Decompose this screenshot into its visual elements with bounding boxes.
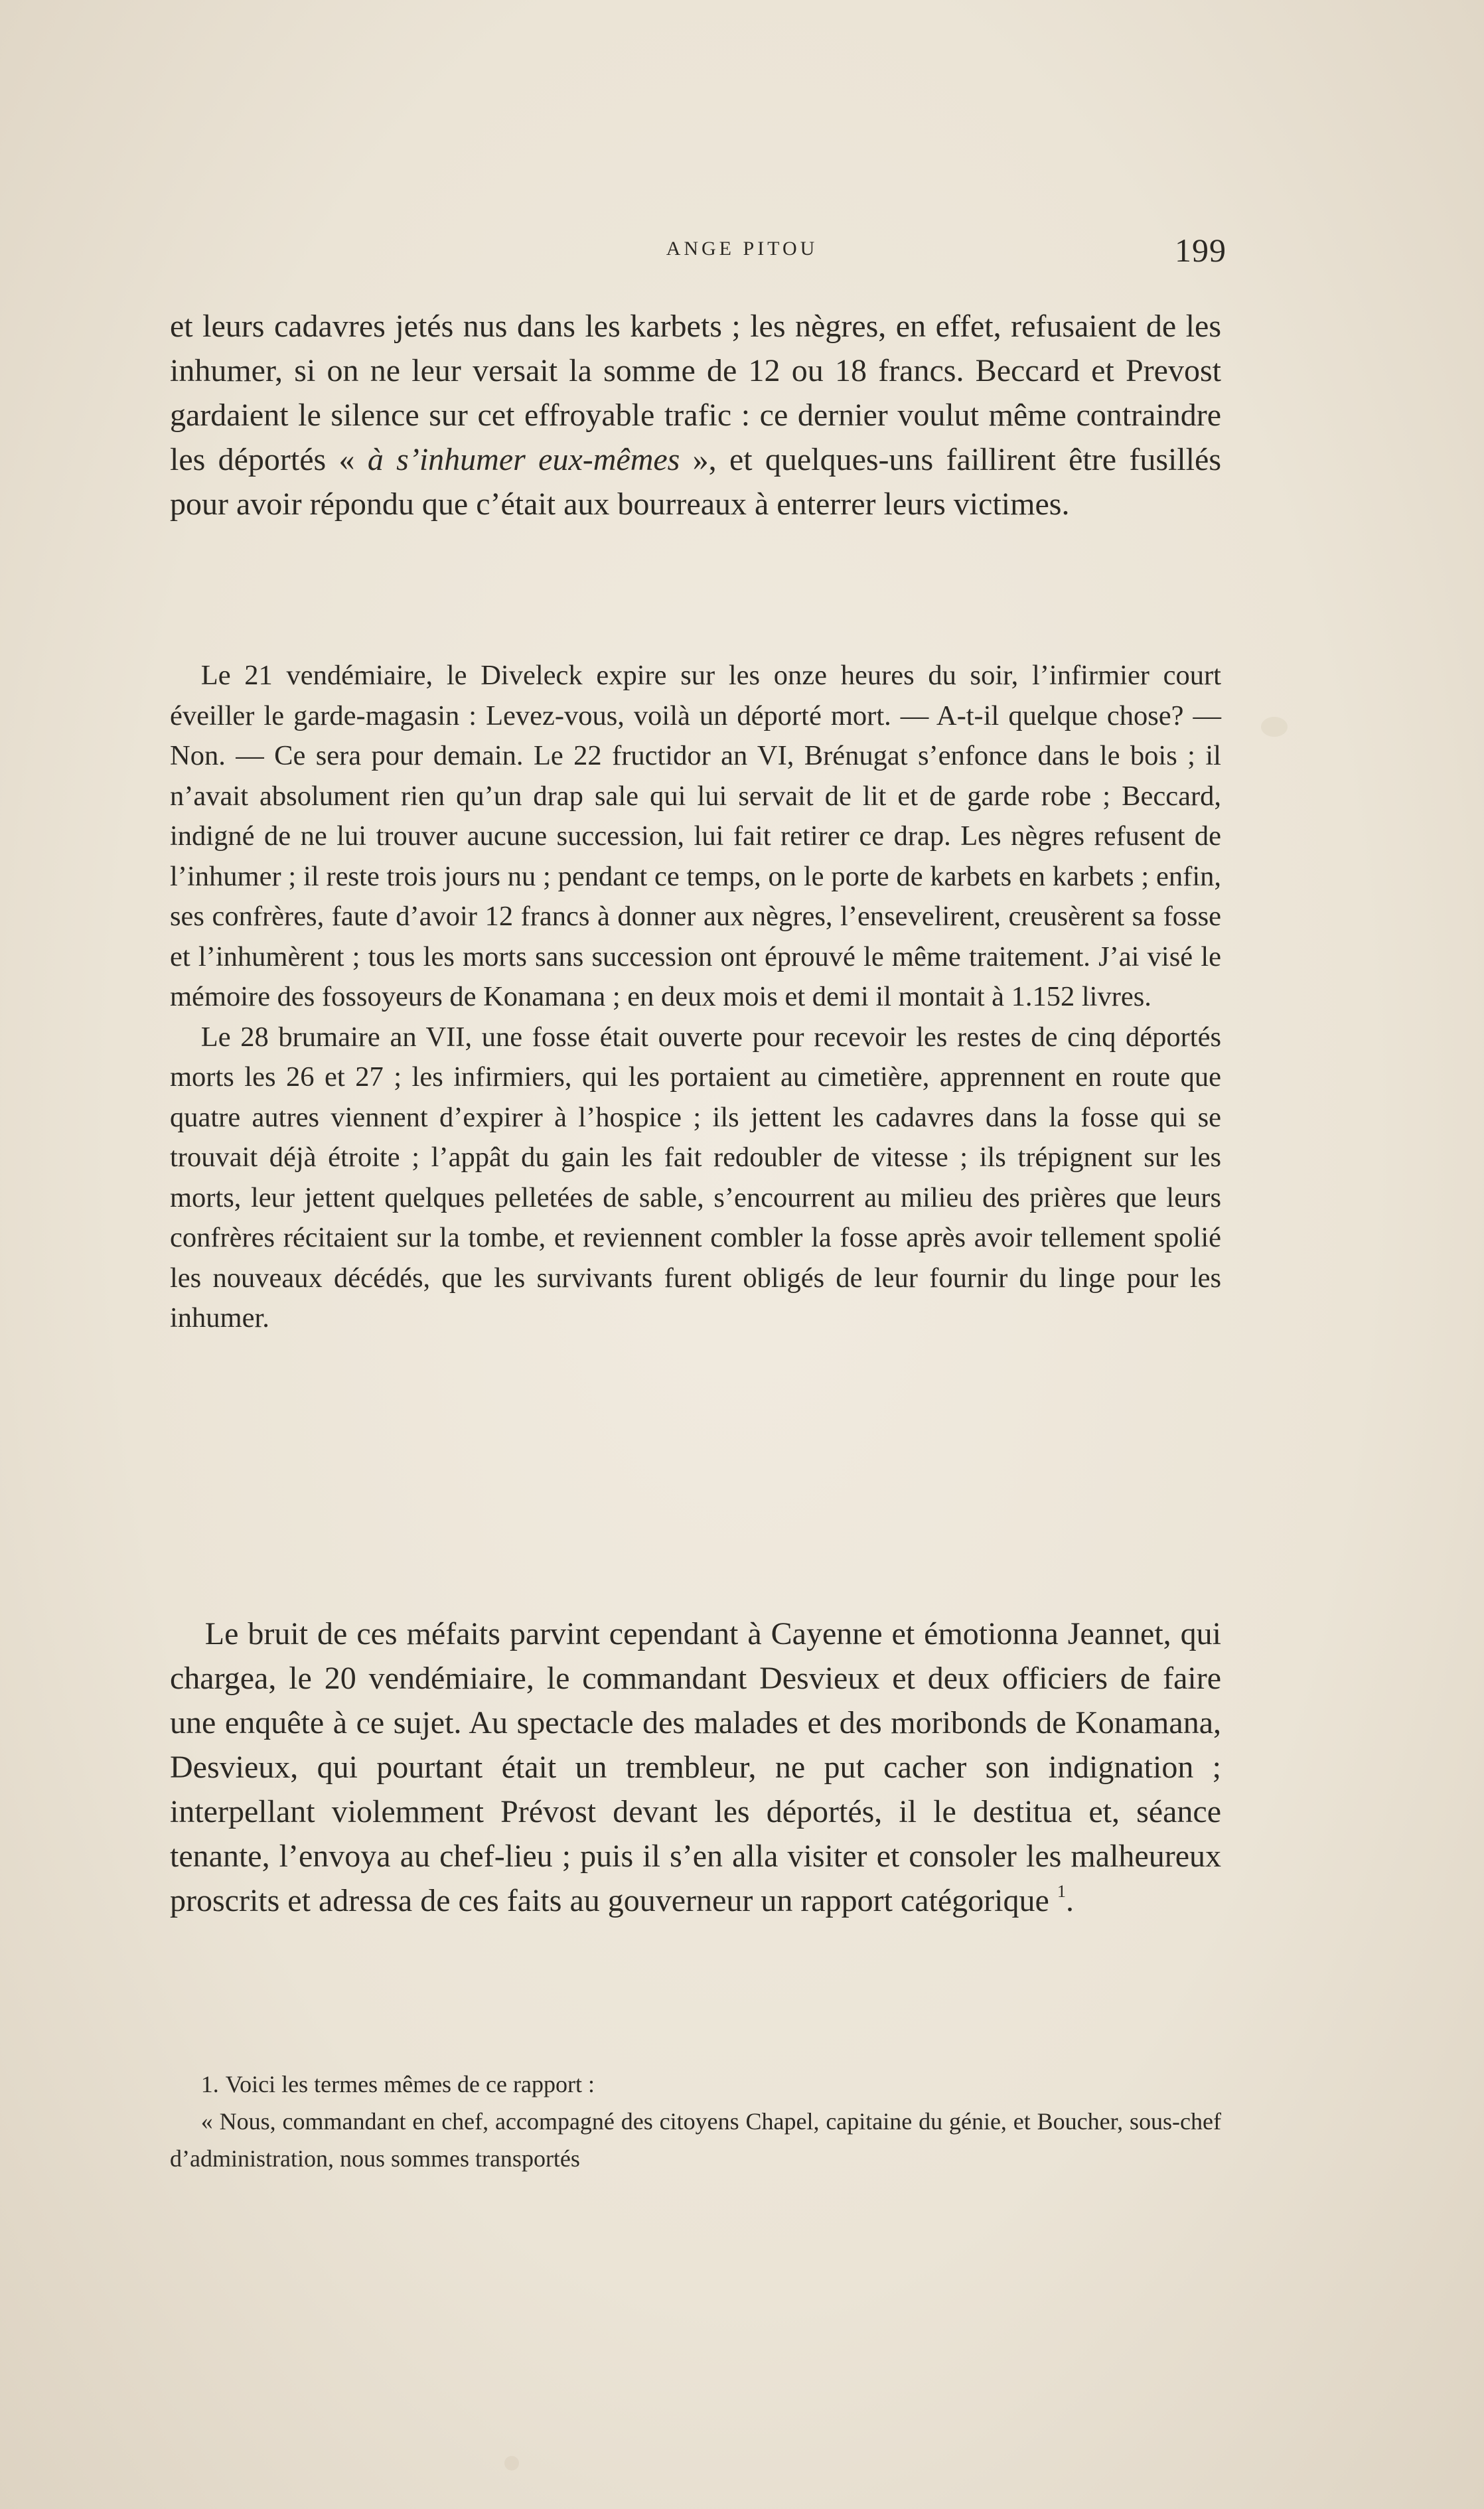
text-run: Le bruit de ces méfaits parvint cependant à Cayenne et émotionna Jeannet, qui chargea, le 20 vendémiaire, le commandant Desvieux et deux officiers de faire une enquête à ce sujet. Au spectacle des malades et des moribonds de Konamana, Desvieux, qui pourtant était un trembleur, ne put cacher son indignation ; interpellant violemment Prévost devant les déportés, il le destitua et, séance tenante, l’envoya au chef-lieu ; puis il s’en alla visiter et consoler les malheureux proscrits et adressa de ces faits au gouverneur un rapport catégorique bbox=[170, 1616, 1221, 1918]
paragraph bbox=[170, 304, 1221, 526]
text-run: », et quelques-uns faillirent être fusillés pour avoir répondu que c’était aux bourreaux à enterrer leurs victimes. bbox=[170, 442, 1222, 522]
paper-stain bbox=[1261, 717, 1288, 737]
block-quotation bbox=[170, 656, 1221, 1339]
footnote-text: Voici les termes mêmes de ce rapport : bbox=[225, 2071, 595, 2097]
body-text-bottom bbox=[170, 1612, 1221, 1923]
paragraph bbox=[170, 1612, 1221, 1923]
paper-stain bbox=[504, 2456, 519, 2471]
footnote-reference: 1 bbox=[1057, 1880, 1067, 1901]
running-head bbox=[0, 232, 1484, 271]
quotation-paragraph: Le 21 vendémiaire, le Diveleck expire sur les onze heures du soir, l’infirmier court éveiller le garde-magasin : Levez-vous, voilà un déporté mort. — A-t-il quelque chose? — Non. — Ce sera pour demain. Le 22 fructidor an VI, Brénugat s’enfonce dans le bois ; il n’avait absolument rien qu’un drap sale qui lui servait de lit et de garde robe ; Beccard, indigné de ne lui trouver aucune succession, lui fait retirer ce drap. Les nègres refusent de l’inhumer ; il reste trois jours nu ; pendant ce temps, on le porte de karbets en karbets ; enfin, ses confrères, faute d’avoir 12 francs à donner aux nègres, l’ensevelirent, creusèrent sa fosse et l’inhumèrent ; tous les morts sans succession ont éprouvé le même traitement. J’ai visé le mémoire des fossoyeurs de Konamana ; en deux mois et demi il montait à 1.152 livres. bbox=[170, 660, 1221, 1012]
footnote-number: 1. bbox=[200, 2071, 219, 2097]
footnote bbox=[170, 2066, 1221, 2103]
text-run: et leurs cadavres jetés nus dans les karbets ; les nègres, en effet, refusaient de les inhumer, si on ne leur versait la somme de 12 ou 18 francs. Beccard et Prevost gardaient le silence sur cet effroyable trafic : ce dernier voulut même contraindre les déportés « bbox=[170, 309, 1221, 477]
quotation-paragraph: Le 28 brumaire an VII, une fosse était ouverte pour recevoir les restes de cinq déportés morts les 26 et 27 ; les infirmiers, qui les portaient au cimetière, apprennent en route que quatre autres viennent d’expirer à l’hospice ; ils jettent les cadavres dans la fosse qui se trouvait déjà étroite ; l’appât du gain les fait redoubler de vitesse ; ils trépignent sur les morts, leur jettent quelques pelletées de sable, s’encourrent au milieu des prières que leurs confrères récitaient sur la tombe, et reviennent combler la fosse après avoir tellement spolié les nouveaux décédés, que les survivants furent obligés de leur fournir du linge pour les inhumer. bbox=[170, 1021, 1221, 1333]
italic-quote: à s’inhumer eux-mêmes bbox=[367, 442, 680, 477]
footnote-continuation: « Nous, commandant en chef, accompagné des citoyens Chapel, capitaine du génie, et Boucher, sous-chef d’administration, nous sommes transportés bbox=[170, 2108, 1221, 2172]
running-title: ANGE PITOU bbox=[666, 238, 818, 260]
page-number: 199 bbox=[1175, 232, 1226, 269]
footnotes bbox=[170, 2066, 1221, 2177]
body-text-top bbox=[170, 304, 1221, 526]
text-run: . bbox=[1066, 1883, 1075, 1918]
